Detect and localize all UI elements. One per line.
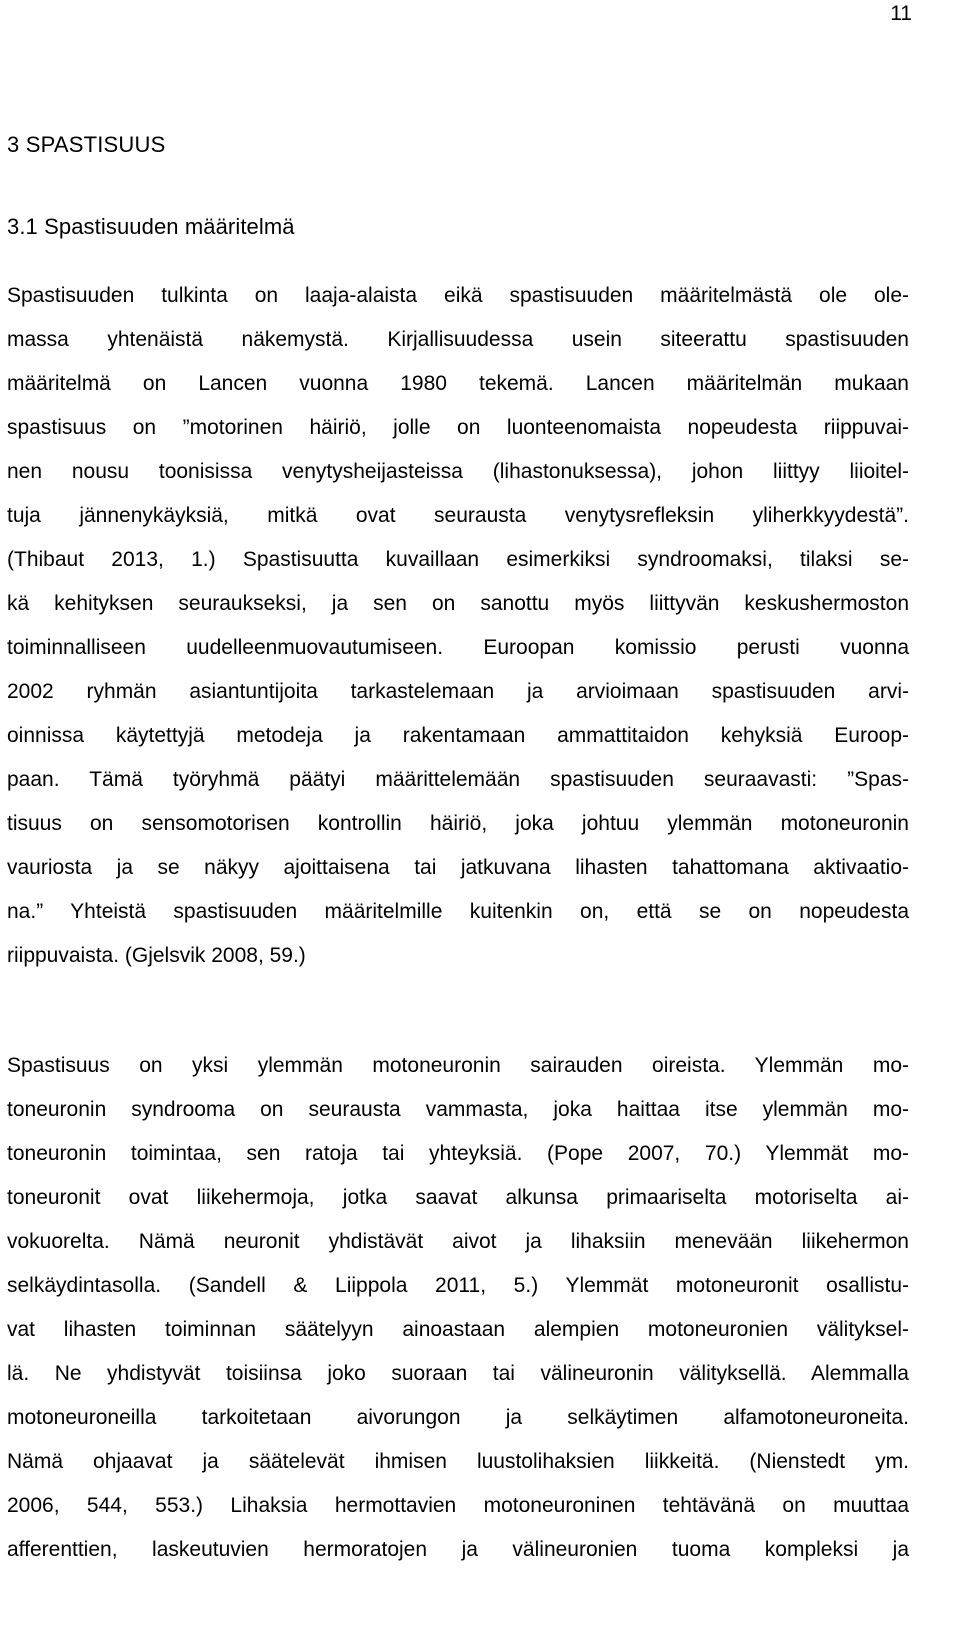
paragraph-line: selkäydintasolla. (Sandell & Liippola 2011, 5.) Ylemmät motoneuronit osallistu- xyxy=(7,1274,909,1297)
paragraph-line: Spastisuuden tulkinta on laaja-alaista eikä spastisuuden määritelmästä ole ole- xyxy=(7,284,909,307)
paragraph-line: määritelmä on Lancen vuonna 1980 tekemä. Lancen määritelmän mukaan xyxy=(7,372,909,395)
paragraph-line: toneuronin toimintaa, sen ratoja tai yhteyksiä. (Pope 2007, 70.) Ylemmät mo- xyxy=(7,1142,909,1165)
chapter-heading: 3 SPASTISUUS xyxy=(7,132,166,157)
paragraph-line: spastisuus on ”motorinen häiriö, jolle on luonteenomaista nopeudesta riippuvai- xyxy=(7,416,909,439)
paragraph-line: (Thibaut 2013, 1.) Spastisuutta kuvaillaan esimerkiksi syndroomaksi, tilaksi se- xyxy=(7,548,909,571)
paragraph-line: Spastisuus on yksi ylemmän motoneuronin sairauden oireista. Ylemmän mo- xyxy=(7,1054,909,1077)
paragraph-line: vokuorelta. Nämä neuronit yhdistävät aivot ja lihaksiin menevään liikehermon xyxy=(7,1230,909,1253)
section-heading: 3.1 Spastisuuden määritelmä xyxy=(7,214,295,239)
paragraph-line: tisuus on sensomotorisen kontrollin häiriö, joka johtuu ylemmän motoneuronin xyxy=(7,812,909,835)
paragraph-line: nen nousu toonisissa venytysheijasteissa (lihastonuksessa), johon liittyy liioitel- xyxy=(7,460,909,483)
paragraph-line: 2002 ryhmän asiantuntijoita tarkastelemaan ja arvioimaan spastisuuden arvi- xyxy=(7,680,909,703)
page-number: 11 xyxy=(890,2,912,25)
paragraph-line: paan. Tämä työryhmä päätyi määrittelemään spastisuuden seuraavasti: ”Spas- xyxy=(7,768,909,791)
paragraph-line: tuja jännenykäyksiä, mitkä ovat seurausta venytysrefleksin yliherkkyydestä”. xyxy=(7,504,909,527)
paragraph-line: vat lihasten toiminnan säätelyyn ainoastaan alempien motoneuronien välityksel- xyxy=(7,1318,909,1341)
paragraph-line: 2006, 544, 553.) Lihaksia hermottavien motoneuroninen tehtävänä on muuttaa xyxy=(7,1494,909,1517)
paragraph-line: oinnissa käytettyjä metodeja ja rakentamaan ammattitaidon kehyksiä Euroop- xyxy=(7,724,909,747)
paragraph-line: afferenttien, laskeutuvien hermoratojen ja välineuronien tuoma kompleksi ja xyxy=(7,1538,909,1561)
paragraph-line: toiminnalliseen uudelleenmuovautumiseen. Euroopan komissio perusti vuonna xyxy=(7,636,909,659)
paragraph-line: toneuronit ovat liikehermoja, jotka saavat alkunsa primaariselta motoriselta ai- xyxy=(7,1186,909,1209)
paragraph-line: riippuvaista. (Gjelsvik 2008, 59.) xyxy=(7,944,306,967)
paragraph-line: toneuronin syndrooma on seurausta vammasta, joka haittaa itse ylemmän mo- xyxy=(7,1098,909,1121)
paragraph-line: kä kehityksen seuraukseksi, ja sen on sanottu myös liittyvän keskushermoston xyxy=(7,592,909,615)
paragraph-line: na.” Yhteistä spastisuuden määritelmille kuitenkin on, että se on nopeudesta xyxy=(7,900,909,923)
paragraph-line: massa yhtenäistä näkemystä. Kirjallisuudessa usein siteerattu spastisuuden xyxy=(7,328,909,351)
paragraph-line: Nämä ohjaavat ja säätelevät ihmisen luustolihaksien liikkeitä. (Nienstedt ym. xyxy=(7,1450,909,1473)
paragraph-line: vauriosta ja se näkyy ajoittaisena tai jatkuvana lihasten tahattomana aktivaatio- xyxy=(7,856,909,879)
paragraph-line: lä. Ne yhdistyvät toisiinsa joko suoraan tai välineuronin välityksellä. Alemmalla xyxy=(7,1362,909,1385)
paragraph-line: motoneuroneilla tarkoitetaan aivorungon ja selkäytimen alfamotoneuroneita. xyxy=(7,1406,909,1429)
